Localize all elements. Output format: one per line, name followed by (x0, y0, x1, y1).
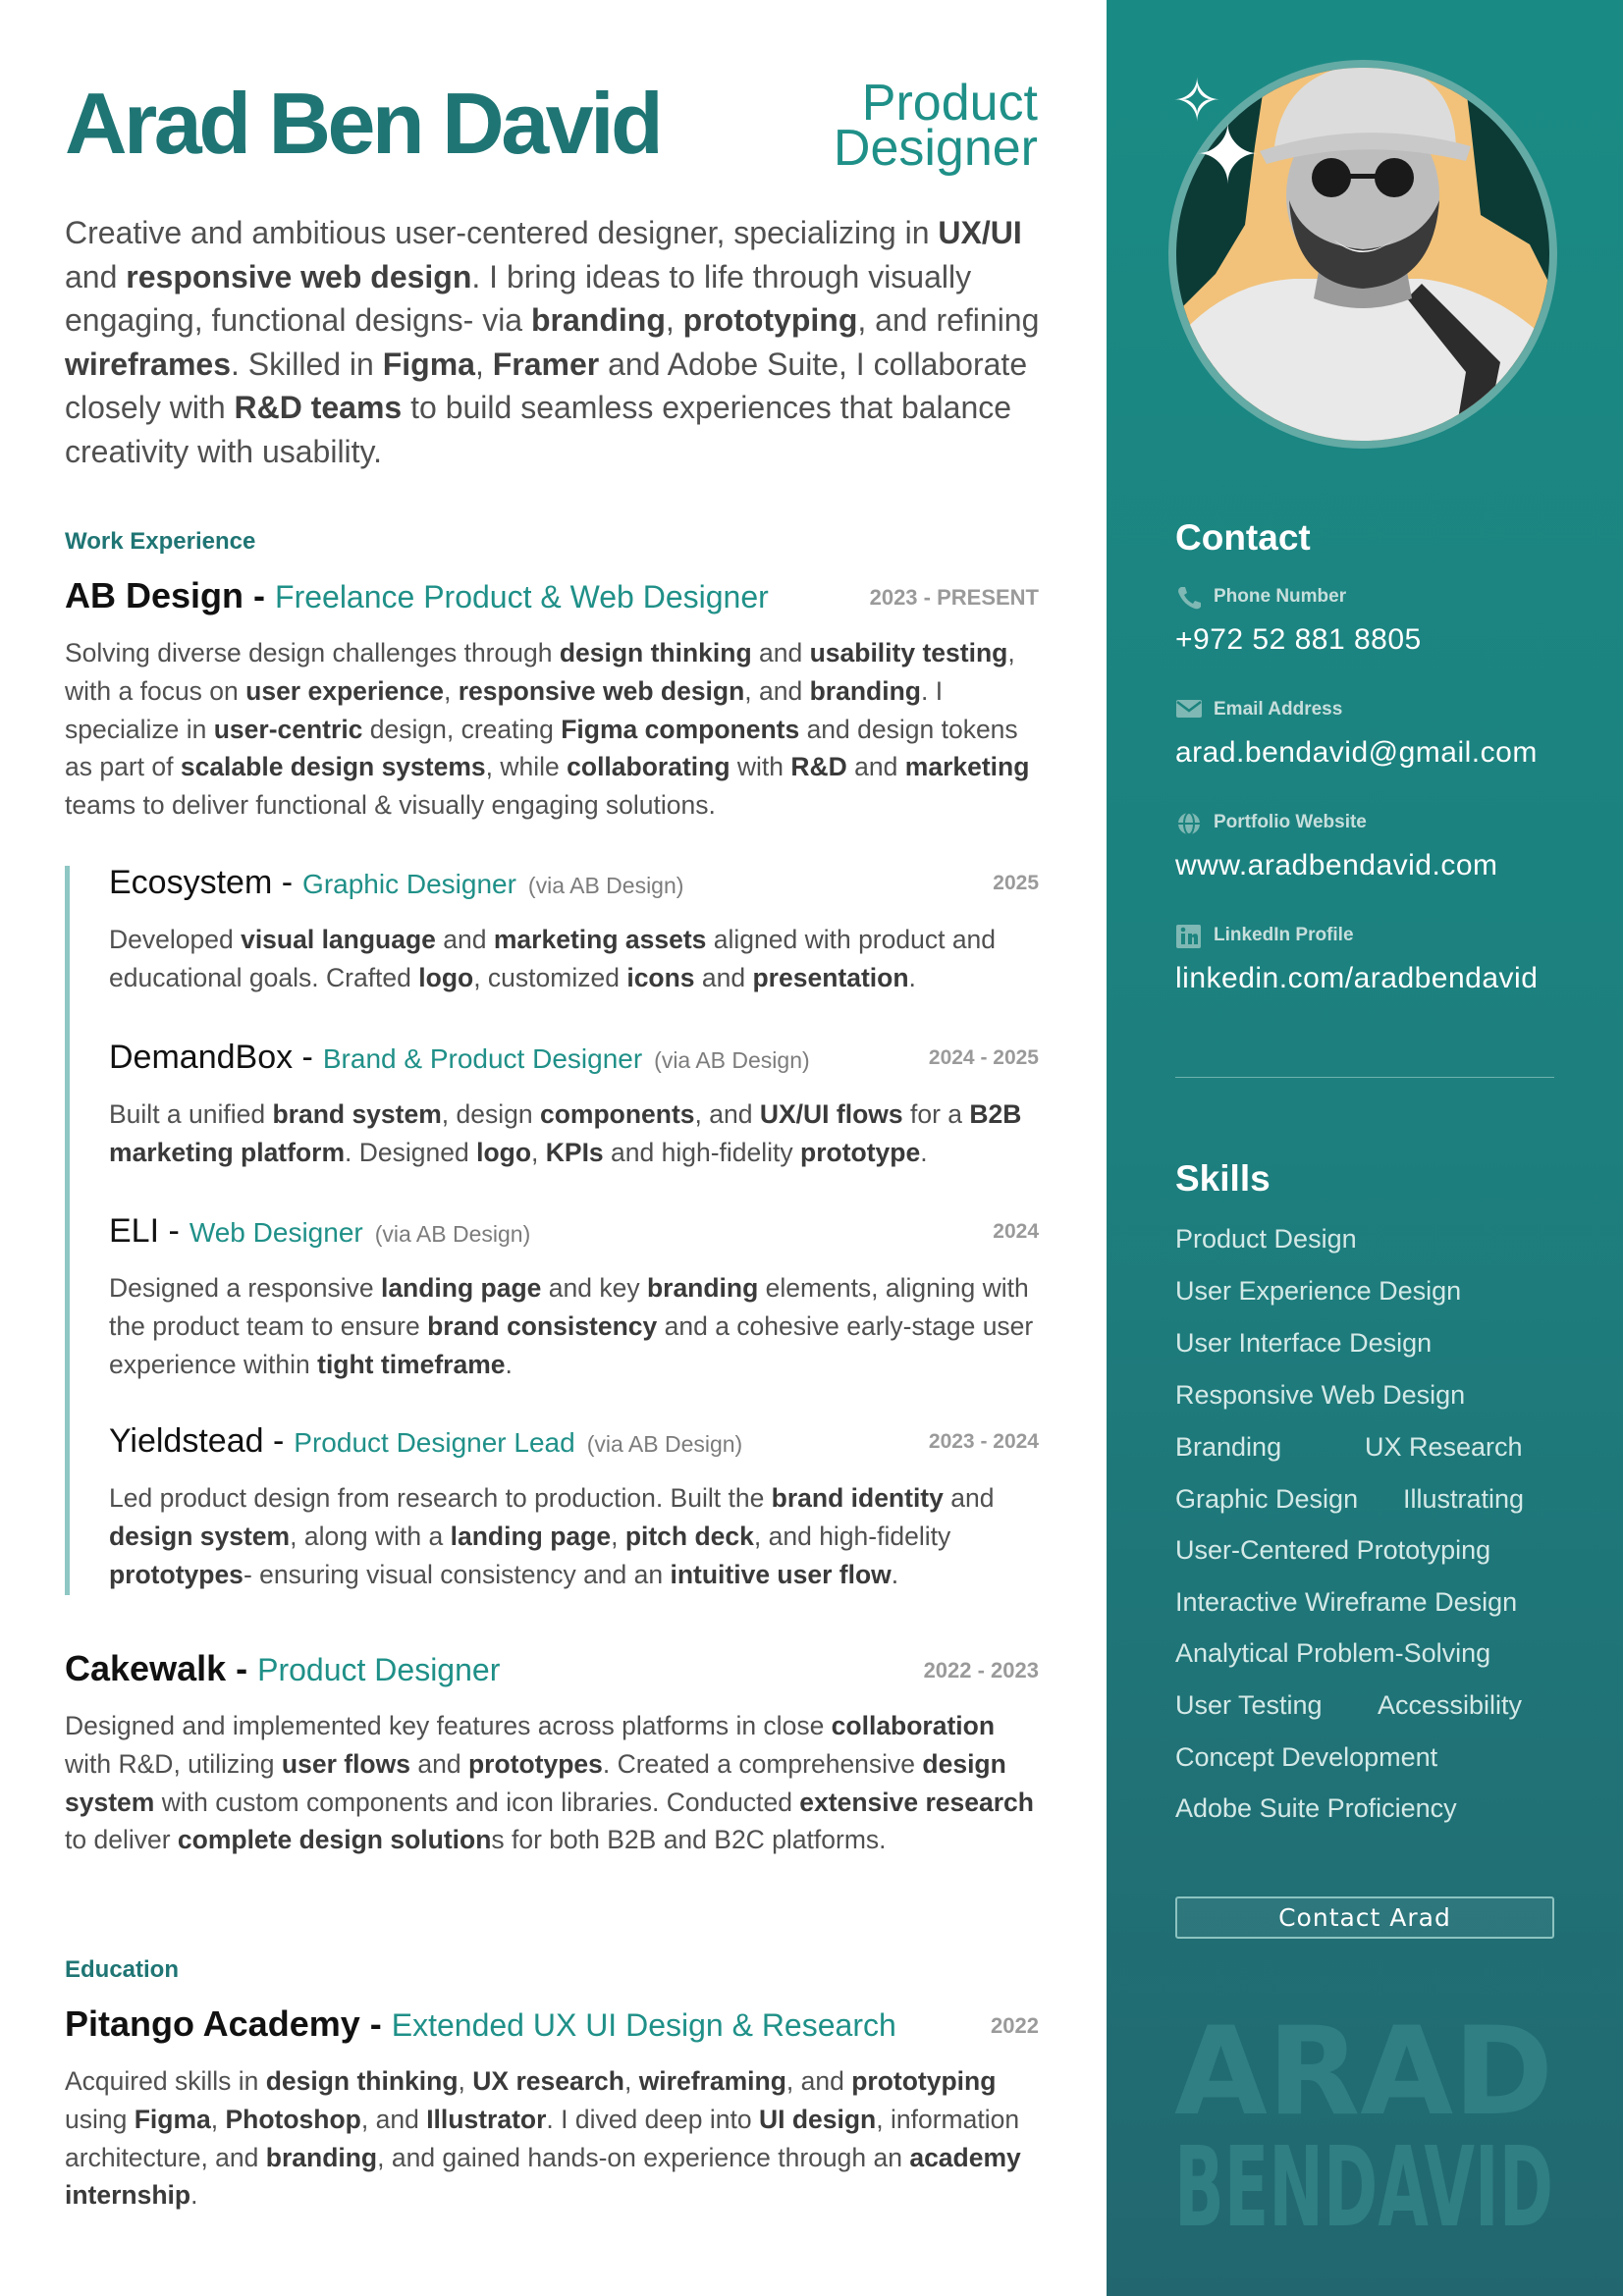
body-text: and high-fidelity (603, 1137, 801, 1167)
body-text: , (665, 302, 683, 338)
job-years: 2023 - PRESENT (869, 585, 1039, 610)
emphasis-text: UX/UI flows (759, 1099, 903, 1129)
skill-item: Product Design (1175, 1224, 1357, 1254)
body-text: Solving diverse design challenges through (65, 638, 560, 667)
linkedin-label-text: LinkedIn Profile (1214, 925, 1354, 945)
body-text: Led product design from research to production. Built the (109, 1483, 772, 1513)
education-description (65, 2062, 1039, 2215)
skill-item: Analytical Problem-Solving (1175, 1638, 1491, 1668)
skill-item: User Experience Design (1175, 1276, 1462, 1306)
body-text: with custom components and icon libraries. Conducted (154, 1787, 800, 1817)
body-text: for a (902, 1099, 970, 1129)
job-company: ELI - (109, 1212, 180, 1250)
job-description (109, 1095, 1039, 1172)
body-text: , and gained hands-on experience through an (377, 2142, 910, 2172)
sidebar-divider (1175, 1077, 1554, 1078)
candidate-name: Arad Ben David (65, 75, 661, 172)
body-text: , (443, 675, 459, 706)
emphasis-text: Illustrator (426, 2104, 547, 2134)
job-description (109, 1479, 1039, 1593)
job-via: (via AB Design) (527, 873, 684, 898)
body-text: , and refining (857, 302, 1040, 338)
job-cakewalk (65, 1648, 1039, 1859)
skill-item: UX Research (1365, 1432, 1523, 1462)
emphasis-text: design thinking (265, 2066, 459, 2096)
emphasis-text: branding (646, 1273, 759, 1303)
job-header (109, 1422, 1039, 1466)
body-text: , (623, 2066, 639, 2096)
portfolio-link[interactable]: www.aradbendavid.com (1175, 849, 1498, 881)
sub-jobs-accent-line (65, 866, 70, 1595)
emphasis-text: branding (530, 302, 666, 338)
emphasis-text: Figma (134, 2104, 211, 2134)
body-text: . (920, 1137, 928, 1167)
body-text: . Created a comprehensive (602, 1748, 923, 1779)
body-text: , information architecture, and (65, 2104, 1020, 2172)
skill-item: User-Centered Prototyping (1175, 1535, 1491, 1565)
emphasis-text: landing page (380, 1273, 542, 1303)
job-via: (via AB Design) (586, 1431, 743, 1457)
sparkle-icon: ✧ (1172, 68, 1222, 133)
sparkle-icon: ✦ (1194, 111, 1262, 200)
emphasis-text: responsive web design (458, 675, 745, 706)
job-title: Freelance Product & Web Designer (275, 579, 769, 614)
body-text: , and (785, 2066, 852, 2096)
job-ecosystem (109, 864, 1039, 997)
emphasis-text: branding (809, 675, 921, 706)
emphasis-text: prototypes (467, 1748, 603, 1779)
emphasis-text: KPIs (545, 1137, 604, 1167)
emphasis-text: brand consistency (427, 1310, 658, 1341)
emphasis-text: brand system (272, 1099, 442, 1129)
body-text: and (409, 1748, 468, 1779)
job-via: (via AB Design) (374, 1221, 531, 1247)
body-text: . Designed (345, 1137, 477, 1167)
body-text: . I bring ideas to life through visually engaging, functional designs- via (65, 258, 972, 338)
body-text: . Skilled in (230, 346, 383, 382)
emphasis-text: complete design solution (177, 1825, 492, 1855)
body-text: . (908, 962, 916, 992)
emphasis-text: Figma (382, 346, 475, 382)
emphasis-text: design system (109, 1521, 291, 1551)
role-line-2: Designer (833, 120, 1038, 177)
candidate-role (833, 75, 1038, 177)
body-text: . (891, 1559, 899, 1589)
emphasis-text: R&D (790, 752, 847, 782)
emphasis-text: user-centric (213, 714, 363, 744)
email-label-text: Email Address (1214, 699, 1343, 720)
body-text: , and (744, 675, 810, 706)
portfolio-label (1175, 811, 1367, 834)
body-text: , customized (473, 962, 627, 992)
job-header (109, 1212, 1039, 1255)
globe-icon (1175, 811, 1203, 834)
phone-label-text: Phone Number (1214, 586, 1347, 607)
emphasis-text: user experience (245, 675, 444, 706)
skill-item: User Testing (1175, 1690, 1323, 1720)
education-heading: Education (65, 1956, 180, 1983)
emphasis-text: Framer (492, 346, 600, 382)
body-text: and (943, 1483, 995, 1513)
emphasis-text: logo (476, 1137, 532, 1167)
emphasis-text: UI design (758, 2104, 877, 2134)
body-text: and (694, 962, 753, 992)
job-description (109, 921, 1039, 997)
skill-item: Branding (1175, 1432, 1282, 1462)
emphasis-text: prototyping (682, 302, 858, 338)
role-line-1: Product (861, 75, 1038, 132)
logo-text-bottom: BENDAVID (1174, 2124, 1553, 2228)
skill-item: Concept Development (1175, 1742, 1438, 1772)
job-company: DemandBox - (109, 1039, 313, 1076)
job-header (65, 575, 1039, 618)
body-text: elements, aligning with the product team to ensure (109, 1273, 1029, 1341)
job-title: Product Designer (257, 1652, 501, 1687)
emphasis-text: responsive web design (126, 258, 472, 294)
sidebar (1107, 0, 1623, 2296)
emphasis-text: design system (65, 1748, 1006, 1817)
portfolio-label-text: Portfolio Website (1214, 812, 1367, 832)
emphasis-text: icons (626, 962, 695, 992)
emphasis-text: presentation (752, 962, 909, 992)
emphasis-text: prototypes (109, 1559, 243, 1589)
job-company: Yieldstead - (109, 1422, 285, 1460)
job-company: AB Design - (65, 575, 266, 615)
body-text: , and (360, 2104, 427, 2134)
job-company: Cakewalk - (65, 1648, 248, 1688)
body-text: - ensuring visual consistency and an (243, 1559, 671, 1589)
job-header (109, 1039, 1039, 1082)
job-years: 2023 - 2024 (928, 1430, 1039, 1453)
contact-arad-button[interactable]: Contact Arad (1175, 1896, 1554, 1939)
emphasis-text: usability testing (809, 638, 1008, 667)
logo-text-top: ARAD (1174, 2007, 1553, 2143)
emphasis-text: prototype (800, 1137, 921, 1167)
body-text: to deliver (65, 1825, 178, 1855)
skills-heading: Skills (1175, 1158, 1271, 1199)
job-ab-design (65, 575, 1039, 825)
body-text: , along with a (290, 1521, 451, 1551)
email-value[interactable]: arad.bendavid@gmail.com (1175, 736, 1538, 769)
school-name: Pitango Academy - (65, 2003, 382, 2044)
body-text: Developed (109, 925, 242, 954)
body-text: to build seamless experiences that balance creativity with usability. (65, 390, 1012, 469)
phone-icon (1175, 585, 1203, 609)
emphasis-text: brand identity (771, 1483, 944, 1513)
body-text: Creative and ambitious user-centered designer, specializing in (65, 215, 939, 250)
body-text: and (65, 258, 127, 294)
job-title: Product Designer Lead (294, 1427, 575, 1458)
body-text: . (505, 1349, 513, 1379)
education-year: 2022 (991, 2013, 1039, 2038)
emphasis-text: B2B marketing platform (109, 1099, 1022, 1167)
body-text: Built a unified (109, 1099, 273, 1129)
body-text: and (846, 752, 905, 782)
course-title: Extended UX UI Design & Research (391, 2007, 896, 2043)
body-text: Acquired skills in (65, 2066, 266, 2096)
job-years: 2022 - 2023 (923, 1658, 1039, 1682)
emphasis-text: extensive research (799, 1787, 1034, 1817)
education-pitango (65, 2003, 1039, 2215)
body-text: , (531, 1137, 546, 1167)
body-text: using (65, 2104, 135, 2134)
emphasis-text: UX/UI (938, 215, 1022, 250)
body-text: , with a focus on (65, 638, 1015, 706)
phone-value[interactable]: +972 52 881 8805 (1175, 623, 1422, 656)
emphasis-text: marketing (904, 752, 1030, 782)
linkedin-label (1175, 924, 1354, 947)
job-demandbox (109, 1039, 1039, 1172)
job-title: Brand & Product Designer (322, 1043, 643, 1074)
emphasis-text: wireframes (65, 346, 231, 382)
body-text: . I dived deep into (546, 2104, 759, 2134)
body-text: . (190, 2180, 198, 2211)
body-text: , (611, 1521, 625, 1551)
emphasis-text: branding (265, 2142, 378, 2172)
emphasis-text: UX research (472, 2066, 624, 2096)
emphasis-text: pitch deck (624, 1521, 754, 1551)
linkedin-icon (1175, 924, 1203, 947)
body-text: s for both B2B and B2C platforms. (491, 1825, 887, 1855)
job-company: Ecosystem - (109, 864, 294, 901)
emphasis-text: collaboration (831, 1711, 996, 1740)
job-title: Graphic Designer (302, 869, 516, 899)
brand-logo (1171, 2007, 1556, 2228)
job-years: 2024 (993, 1220, 1039, 1243)
skill-item: Interactive Wireframe Design (1175, 1587, 1518, 1617)
work-experience-heading: Work Experience (65, 528, 256, 555)
job-description (65, 634, 1039, 825)
body-text: , and high-fidelity (753, 1521, 951, 1551)
body-text: and a cohesive early-stage user experience within (109, 1310, 1034, 1379)
job-description (109, 1269, 1039, 1383)
emphasis-text: R&D teams (234, 390, 403, 425)
emphasis-text: marketing assets (493, 925, 707, 954)
phone-label (1175, 585, 1346, 609)
emphasis-text: Figma components (561, 714, 800, 744)
emphasis-text: landing page (450, 1521, 612, 1551)
body-text: , (458, 2066, 473, 2096)
body-text: Designed a responsive (109, 1273, 381, 1303)
body-text: aligned with product and educational goals. Crafted (109, 925, 997, 992)
body-text: , and (694, 1099, 760, 1129)
job-title: Web Designer (189, 1217, 363, 1248)
contact-heading: Contact (1175, 517, 1311, 558)
body-text: and design tokens as part of (65, 714, 1018, 782)
skill-item: Accessibility (1378, 1690, 1523, 1720)
job-years: 2024 - 2025 (928, 1046, 1039, 1069)
job-header (109, 864, 1039, 907)
emphasis-text: intuitive user flow (670, 1559, 892, 1589)
body-text: design, creating (362, 714, 562, 744)
email-label (1175, 698, 1342, 721)
skill-item: User Interface Design (1175, 1328, 1433, 1358)
body-text: , while (485, 752, 568, 782)
job-header (65, 2003, 1039, 2047)
emphasis-text: collaborating (567, 752, 730, 782)
emphasis-text: user flows (281, 1748, 410, 1779)
body-text: , design (441, 1099, 540, 1129)
emphasis-text: academy internship (65, 2142, 1021, 2211)
body-text: teams to deliver functional & visually engaging solutions. (65, 790, 716, 821)
job-description (65, 1707, 1039, 1859)
body-text: . I specialize in (65, 675, 944, 744)
emphasis-text: prototyping (851, 2066, 997, 2096)
emphasis-text: visual language (241, 925, 436, 954)
body-text: and (751, 638, 810, 667)
emphasis-text: logo (418, 962, 474, 992)
skill-item: Graphic Design (1175, 1484, 1359, 1514)
job-eli (109, 1212, 1039, 1383)
body-text: and (435, 925, 494, 954)
emphasis-text: wireframing (638, 2066, 786, 2096)
body-text: and key (541, 1273, 647, 1303)
body-text: , (474, 346, 493, 382)
linkedin-link[interactable]: linkedin.com/aradbendavid (1175, 962, 1539, 994)
profile-photo (1168, 32, 1561, 450)
skill-item: Adobe Suite Proficiency (1175, 1793, 1457, 1823)
job-header (65, 1648, 1039, 1691)
body-text: Designed and implemented key features across platforms in close (65, 1711, 832, 1740)
emphasis-text: scalable design systems (180, 752, 486, 782)
body-text: and Adobe Suite, I collaborate closely with (65, 346, 1028, 425)
skill-item: Illustrating (1403, 1484, 1525, 1514)
job-yieldstead (109, 1422, 1039, 1593)
summary-paragraph (65, 211, 1047, 473)
job-years: 2025 (993, 872, 1039, 894)
skill-item: Responsive Web Design (1175, 1380, 1466, 1410)
emphasis-text: components (539, 1099, 695, 1129)
emphasis-text: design thinking (559, 638, 752, 667)
email-icon (1175, 698, 1203, 721)
job-via: (via AB Design) (654, 1047, 810, 1073)
emphasis-text: Photoshop (225, 2104, 361, 2134)
body-text: , (210, 2104, 226, 2134)
body-text: with R&D, utilizing (65, 1748, 282, 1779)
body-text: with (730, 752, 791, 782)
emphasis-text: tight timeframe (317, 1349, 506, 1379)
